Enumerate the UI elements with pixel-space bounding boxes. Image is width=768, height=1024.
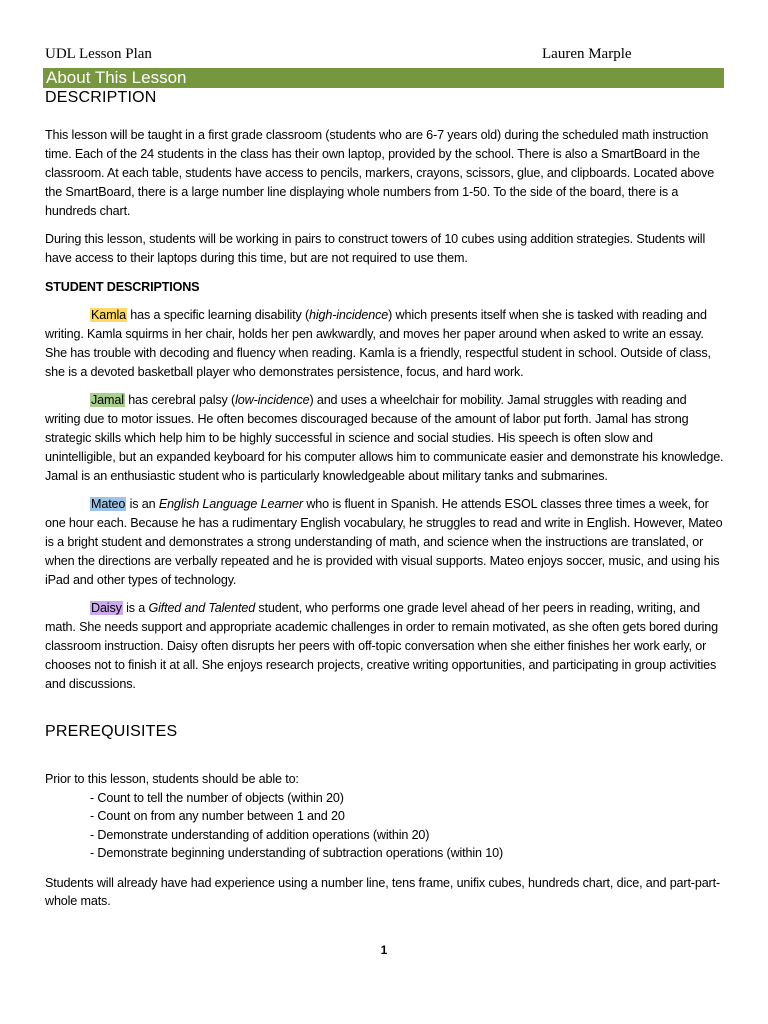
prerequisites-closing: Students will already have had experience using a number line, tens frame, unifix cubes, hundreds chart, dice, and part-part-whole mats. (45, 875, 720, 908)
header-title: UDL Lesson Plan (45, 46, 152, 62)
student-name-jamal: Jamal (91, 393, 124, 407)
header-author: Lauren Marple (542, 46, 632, 62)
kamla-text-pre: has a specific learning disability ( (126, 308, 309, 322)
prerequisites-body (45, 770, 725, 911)
daisy-text-pre: is a (122, 601, 149, 615)
list-item: - Count on from any number between 1 and 20 (90, 809, 345, 823)
list-item: - Demonstrate understanding of addition operations (within 20) (90, 827, 430, 842)
description-body (45, 126, 725, 694)
description-heading: DESCRIPTION (45, 89, 157, 106)
jamal-text-post: ) and uses a wheelchair for mobility. Jamal struggles with reading and writing due to motor issues. He often becomes discouraged because of the amount of labor put forth. Jamal has strong strategic skills which help him to be highly successful in science and social studies. His speech is often slow and unintelligible, but an expanded keyboard for his computer allows him to communicate easier and demonstrate his knowledge. Jamal is an enthusiastic student who is particularly knowledgeable about military tanks and submarines. (45, 393, 724, 483)
description-paragraph-2: During this lesson, students will be working in pairs to construct towers of 10 cubes using addition strategies. Students will have access to their laptops during this time, but are not required to use them. (45, 232, 706, 265)
mateo-text-em: English Language Learner (158, 497, 303, 511)
kamla-text-em: high-incidence (309, 308, 389, 322)
student-name-mateo: Mateo (91, 497, 126, 511)
student-kamla (45, 306, 725, 382)
list-item: - Demonstrate beginning understanding of subtraction operations (within 10) (90, 846, 503, 860)
student-daisy (45, 599, 725, 694)
student-name-kamla: Kamla (91, 308, 126, 322)
jamal-text-em: low-incidence (235, 393, 310, 407)
prerequisites-intro: Prior to this lesson, students should be able to: (45, 772, 299, 786)
jamal-text-pre: has cerebral palsy ( (124, 393, 236, 407)
student-jamal (45, 391, 725, 486)
mateo-text-pre: is an (126, 497, 159, 511)
daisy-text-em: Gifted and Talented (148, 601, 256, 615)
daisy-text-post: student, who performs one grade level ahead of her peers in reading, writing, and math. She needs support and appropriate academic challenges in order to remain motivated, as she often gets bored during classroom instruction. Daisy often disrupts her peers with off-topic conversation when she either finishes her work early, or chooses not to finish it at all. She enjoys research projects, creative writing opportunities, and participating in group activities and discussions. (45, 601, 718, 691)
mateo-text-post: who is fluent in Spanish. He attends ESOL classes three times a week, for one hour each. Because he has a rudimentary English vocabulary, he struggles to read and write in English. However, Mateo is a bright student and demonstrates a strong understanding of math, and science when the instructions are translated, or when the directions are verbally repeated and he is provided with visual supports. Mateo enjoys soccer, music, and using his iPad and other types of technology. (45, 497, 723, 587)
description-paragraph-1: This lesson will be taught in a first grade classroom (students who are 6-7 years old) during the scheduled math instruction time. Each of the 24 students in the class has their own laptop, provided by the school. There is also a SmartBoard in the classroom. At each table, students have access to pencils, markers, crayons, scissors, glue, and clipboards. Located above the SmartBoard, there is a large number line displaying whole numbers from 1-50. To the side of the board, there is a hundreds chart. (45, 128, 715, 218)
prerequisites-list (45, 789, 725, 863)
prerequisites-heading: PREREQUISITES (45, 723, 178, 740)
section-title-bar (43, 68, 724, 88)
section-title: About This Lesson (46, 68, 187, 87)
student-descriptions-heading: STUDENT DESCRIPTIONS (45, 280, 200, 294)
list-item: - Count to tell the number of objects (within 20) (90, 790, 344, 805)
kamla-text-post: ) which presents itself when she is tasked with reading and writing. Kamla squirms in her chair, holds her pen awkwardly, and moves her paper around when asked to write an essay. She has trouble with decoding and fluency when reading. Kamla is a friendly, respectful student in school. Outside of class, she is a devoted basketball player who demonstrates persistence, focus, and hard work. (45, 308, 711, 379)
student-mateo (45, 495, 725, 590)
student-name-daisy: Daisy (91, 601, 122, 615)
page-number: 1 (380, 943, 388, 957)
